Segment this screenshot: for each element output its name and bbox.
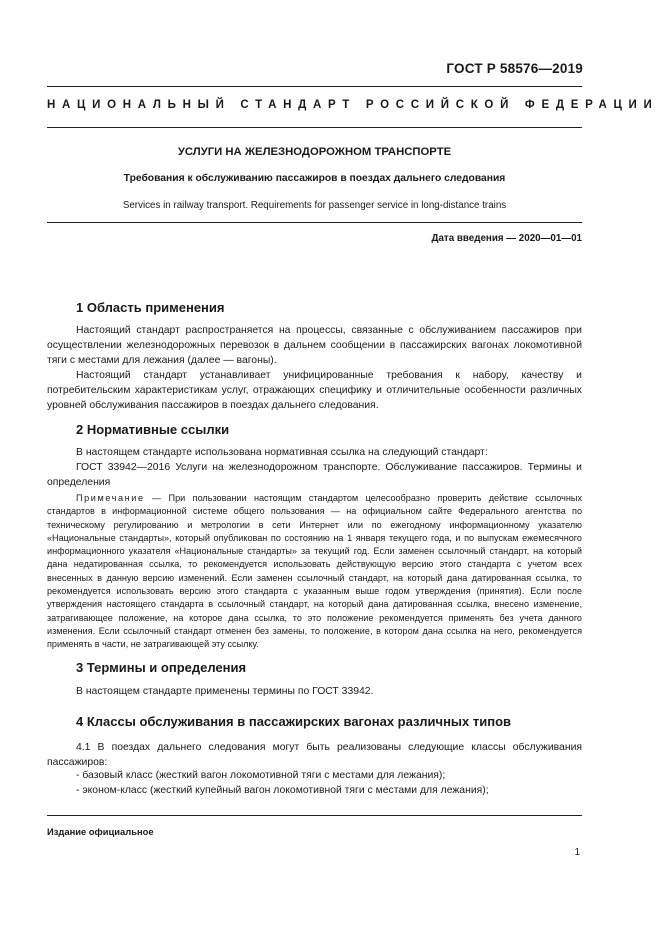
list-item: - базовый класс (жесткий вагон локомотивной тяги с местами для лежания); [76, 770, 446, 781]
section-4-heading: 4 Классы обслуживания в пассажирских вагонах различных типов [76, 714, 512, 729]
section-3-heading: 3 Термины и определения [76, 660, 247, 675]
section-2-heading: 2 Нормативные ссылки [76, 422, 230, 437]
note-text: — При пользовании настоящим стандартом целесообразно проверить действие ссылочных стандартов в информационной системе общего пользования — на официальном сайте Федерального агентства по техническому регулированию и метрологии в сети Интернет или по ежегодному информационному указателю «Национальные стандарты», который опубликован по состоянию на 1 января текущего года, и по выпускам ежемесячного информационного указателя «Национальные стандарты» за текущий год. Если заменен ссылочный стандарт, на который дана недатированная ссылка, то рекомендуется использовать действующую версию этого стандарта с учетом всех внесенных в данную версию изменений. Если заменен ссылочный стандарт, на который дана датированная ссылка, то рекомендуется использовать версию этого стандарта с указанным выше годом утверждения (принятия). Если после утверждения настоящего стандарта в ссылочный стандарт, на который дана датированная ссылка, внесено изменение, затрагивающее положение, на которое дана ссылка, то это положение рекомендуется применять без учета данного изменения. Если ссылочный стандарт отменен без замены, то положение, в котором дана ссылка на него, рекомендуется применять в части, не затрагивающей эту ссылку. [47, 493, 582, 650]
section-1-paragraph-2: Настоящий стандарт устанавливает унифицированные требования к набору, качеству и потребительским характеристикам услуг, отражающих специфику и отличительные особенности различных уровней обслуживания пассажиров в поездах дальнего следования. [47, 370, 582, 412]
section-2-note [47, 492, 582, 652]
page-number: 1 [574, 847, 580, 858]
document-subtitle: Требования к обслуживанию пассажиров в поездах дальнего следования [123, 173, 506, 184]
section-2-paragraph-1: В настоящем стандарте использована нормативная ссылка на следующий стандарт: [76, 447, 488, 458]
gost-number: ГОСТ Р 58576—2019 [446, 61, 583, 76]
section-1-paragraph-1: Настоящий стандарт распространяется на процессы, связанные с обслуживанием пассажиров при осуществлении железнодорожных перевозок в дальнем сообщении в пассажирских вагонах локомотивной тяги с местами для лежания (далее — вагоны). [47, 325, 582, 367]
top-rule [47, 86, 582, 87]
section-4-paragraph-1: 4.1 В поездах дальнего следования могут быть реализованы следующие классы обслуживания пассажиров: [47, 742, 582, 769]
introduction-date: Дата введения — 2020—01—01 [431, 233, 582, 244]
section-3-paragraph-1: В настоящем стандарте применены термины по ГОСТ 33942. [76, 686, 374, 697]
banner-rule [47, 127, 582, 128]
footer-rule [47, 815, 582, 816]
document-title: УСЛУГИ НА ЖЕЛЕЗНОДОРОЖНОМ ТРАНСПОРТЕ [177, 146, 452, 158]
list-item: - эконом-класс (жесткий купейный вагон локомотивной тяги с местами для лежания); [76, 785, 489, 796]
title-rule [47, 222, 582, 223]
section-1-heading: 1 Область применения [76, 300, 225, 315]
national-standard-banner: НАЦИОНАЛЬНЫЙ СТАНДАРТ РОССИЙСКОЙ ФЕДЕРАЦИИ [47, 99, 659, 111]
official-edition-label: Издание официальное [47, 826, 154, 837]
note-label: Примечание [76, 493, 145, 503]
section-2-reference: ГОСТ 33942—2016 Услуги на железнодорожном транспорте. Обслуживание пассажиров. Термины и определения [47, 462, 582, 489]
english-title: Services in railway transport. Requirements for passenger service in long-distance trains [122, 200, 507, 211]
